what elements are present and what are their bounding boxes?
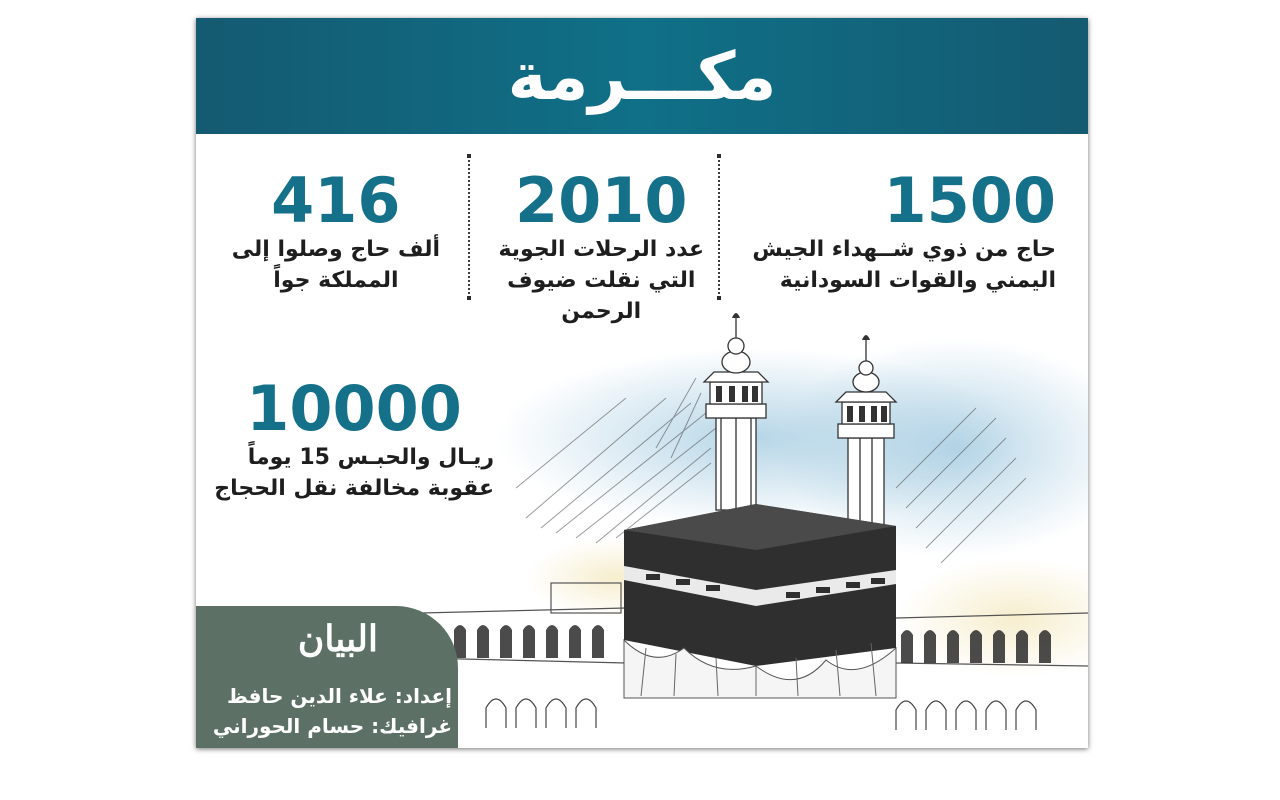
- stat-number: 1500: [883, 164, 1056, 237]
- stat-number: 10000: [246, 372, 462, 445]
- publisher-logo: البيان: [297, 618, 378, 660]
- stat-desc-line: ألف حاج وصلوا إلى: [231, 237, 440, 262]
- stat-1500: [752, 164, 1056, 296]
- infographic-card: [196, 18, 1088, 748]
- header-banner: [196, 18, 1088, 134]
- credit-graphics-by: غرافيك: حسام الحوراني: [212, 714, 452, 738]
- divider-dotted: [468, 160, 470, 294]
- page-title: مكـــرمة: [507, 37, 777, 115]
- stat-desc-line: اليمني والقوات السودانية: [779, 268, 1056, 293]
- stat-desc-line: ريـال والحبـس 15 يوماً: [247, 445, 494, 470]
- divider-dotted: [718, 160, 720, 294]
- credit-prepared-by: إعداد: علاء الدين حافظ: [226, 684, 452, 708]
- stat-number: 416: [271, 164, 401, 237]
- stat-desc-line: عدد الرحلات الجوية: [498, 237, 704, 262]
- stat-416: [231, 164, 440, 296]
- stat-desc-line: المملكة جواً: [273, 268, 399, 293]
- stat-2010: [498, 164, 704, 327]
- stat-10000: [214, 372, 494, 504]
- stat-desc-line: الرحمن: [561, 299, 642, 324]
- stat-desc-line: حاج من ذوي شــهداء الجيش: [752, 237, 1056, 262]
- stat-number: 2010: [514, 164, 688, 237]
- stat-desc-line: التي نقلت ضيوف: [507, 268, 696, 293]
- credits-panel: [196, 606, 458, 748]
- stat-desc-line: عقوبة مخالفة نقل الحجاج: [214, 476, 494, 501]
